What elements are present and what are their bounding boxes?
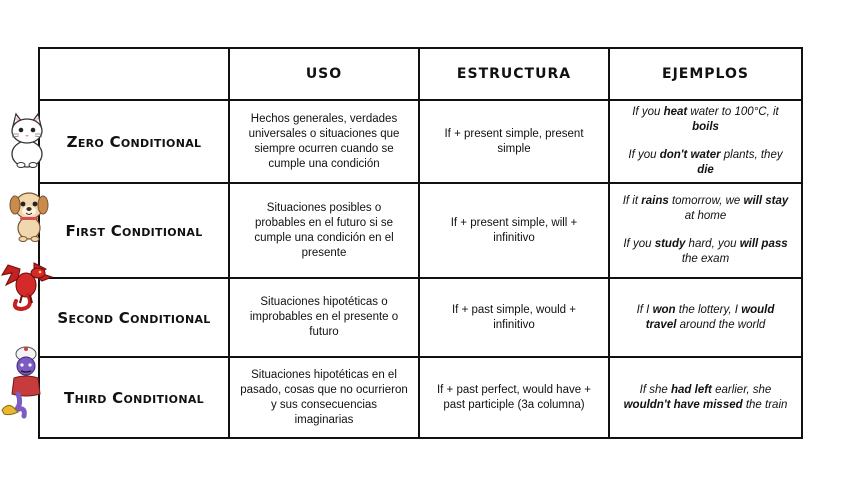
example-emphasis: will stay xyxy=(743,195,789,207)
example-sentence xyxy=(620,237,791,267)
table-row-first xyxy=(39,183,802,278)
header-empty-cell xyxy=(39,48,229,100)
header-row xyxy=(39,48,802,100)
table-row-zero xyxy=(39,100,802,183)
example-text: tomorrow, we xyxy=(668,195,744,207)
conditional-name: First Conditional xyxy=(65,222,203,240)
conditional-name: Second Conditional xyxy=(57,309,211,327)
conditional-name: Zero Conditional xyxy=(66,133,202,151)
conditional-name-cell xyxy=(39,100,229,183)
estructura-cell: If + past perfect, would have + past participle (3a columna) xyxy=(419,357,609,438)
cat-icon xyxy=(4,110,50,168)
ejemplos-cell xyxy=(609,278,802,357)
example-emphasis: study xyxy=(654,238,686,250)
example-text: If you xyxy=(628,149,660,161)
conditional-name-cell xyxy=(39,278,229,357)
example-emphasis: won xyxy=(652,303,676,316)
example-emphasis: die xyxy=(697,164,714,176)
example-text: the lottery, I xyxy=(675,303,742,316)
example-text: hard, you xyxy=(685,238,740,250)
example-emphasis: heat xyxy=(663,106,688,118)
example-text: If I xyxy=(636,303,653,316)
conditional-name-cell xyxy=(39,357,229,438)
dragon-icon xyxy=(0,259,60,313)
example-emphasis: boils xyxy=(692,121,719,133)
conditional-name: Third Conditional xyxy=(64,389,204,407)
dog-icon xyxy=(8,186,50,242)
ejemplos-cell xyxy=(609,357,802,438)
uso-cell: Hechos generales, verdades universales o situaciones que siempre ocurren cuando se cumple una condición xyxy=(229,100,419,183)
example-emphasis: rains xyxy=(641,195,669,207)
table-row-third xyxy=(39,357,802,438)
example-text: around the world xyxy=(676,318,766,331)
uso-cell: Situaciones hipotéticas en el pasado, cosas que no ocurrieron y sus consecuencias imaginarias xyxy=(229,357,419,438)
example-sentence xyxy=(620,148,791,178)
example-emphasis: will pass xyxy=(739,238,788,250)
example-text: the exam xyxy=(681,253,730,265)
conditional-name-cell xyxy=(39,183,229,278)
example-text: If she xyxy=(639,383,671,396)
estructura-cell: If + past simple, would + infinitivo xyxy=(419,278,609,357)
table-row-second xyxy=(39,278,802,357)
header-uso: USO xyxy=(229,48,419,100)
example-text: If you xyxy=(632,106,664,118)
example-sentence xyxy=(620,303,791,333)
estructura-cell: If + present simple, present simple xyxy=(419,100,609,183)
example-text: water to 100°C, it xyxy=(687,106,779,118)
example-text: earlier, she xyxy=(711,383,772,396)
ejemplos-cell xyxy=(609,183,802,278)
conditionals-table xyxy=(38,47,803,439)
uso-cell: Situaciones hipotéticas o improbables en el presente o futuro xyxy=(229,278,419,357)
example-emphasis: would travel xyxy=(645,303,775,331)
header-estructura: ESTRUCTURA xyxy=(419,48,609,100)
example-text: at home xyxy=(684,210,727,222)
genie-icon xyxy=(0,344,48,420)
example-emphasis: don't water xyxy=(659,149,721,161)
example-text: If it xyxy=(622,195,642,207)
ejemplos-cell xyxy=(609,100,802,183)
header-ejemplos: EJEMPLOS xyxy=(609,48,802,100)
uso-cell: Situaciones posibles o probables en el futuro si se cumple una condición en el presente xyxy=(229,183,419,278)
example-text: the train xyxy=(742,398,788,411)
example-sentence xyxy=(620,383,791,413)
example-sentence xyxy=(620,194,791,224)
example-emphasis: wouldn't have missed xyxy=(623,398,743,411)
example-text: If you xyxy=(623,238,655,250)
example-text: plants, they xyxy=(720,149,783,161)
estructura-cell: If + present simple, will + infinitivo xyxy=(419,183,609,278)
example-emphasis: had left xyxy=(670,383,712,396)
example-sentence xyxy=(620,105,791,135)
